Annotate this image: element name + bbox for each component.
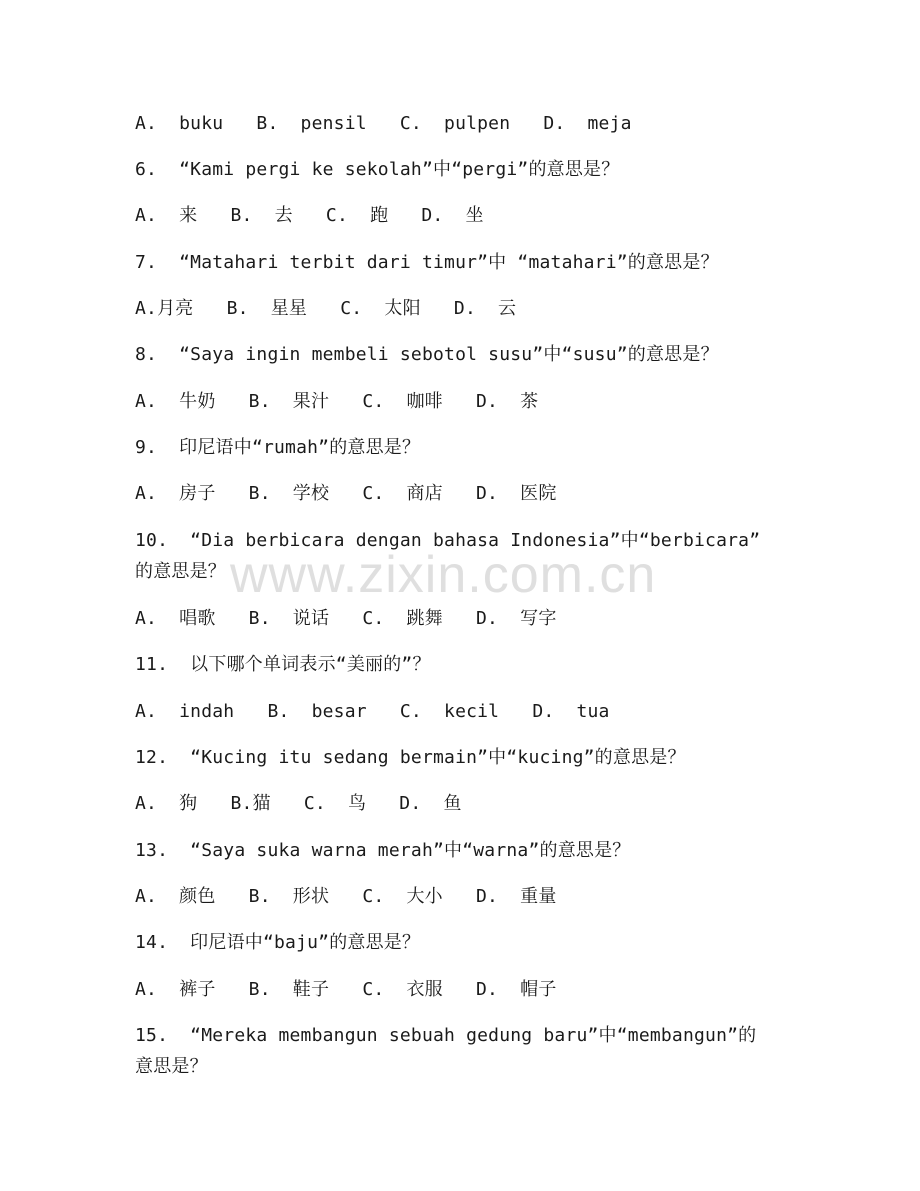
- options-q12: A. 狗 B.猫 C. 鸟 D. 鱼: [135, 793, 462, 814]
- options-q14: A. 裤子 B. 鞋子 C. 衣服 D. 帽子: [135, 979, 557, 1000]
- options-q13: A. 颜色 B. 形状 C. 大小 D. 重量: [135, 886, 557, 907]
- watermark: www.zixin.com.cn: [230, 546, 657, 604]
- question-10: 10. “Dia berbicara dengan bahasa Indonesia”中“berbicara”: [135, 530, 761, 551]
- options-q9: A. 房子 B. 学校 C. 商店 D. 医院: [135, 483, 557, 504]
- question-15: 15. “Mereka membangun sebuah gedung baru”中“membangun”的: [135, 1025, 757, 1046]
- options-q10: A. 唱歌 B. 说话 C. 跳舞 D. 写字: [135, 608, 557, 629]
- question-6: 6. “Kami pergi ke sekolah”中“pergi”的意思是？: [135, 159, 620, 180]
- question-7: 7. “Matahari terbit dari timur”中 “matahari”的意思是？: [135, 252, 719, 273]
- question-11: 11. 以下哪个单词表示“美丽的”？: [135, 654, 431, 675]
- question-8: 8. “Saya ingin membeli sebotol susu”中“susu”的意思是？: [135, 344, 719, 365]
- options-q8: A. 牛奶 B. 果汁 C. 咖啡 D. 茶: [135, 391, 539, 412]
- question-14: 14. 印尼语中“baju”的意思是？: [135, 932, 421, 953]
- question-10-continued: 的意思是？: [135, 561, 226, 582]
- options-q5: A. buku B. pensil C. pulpen D. meja: [135, 113, 632, 134]
- question-15-continued: 意思是？: [135, 1056, 208, 1077]
- options-q7: A.月亮 B. 星星 C. 太阳 D. 云: [135, 298, 517, 319]
- question-13: 13. “Saya suka warna merah”中“warna”的意思是？: [135, 840, 631, 861]
- options-q11: A. indah B. besar C. kecil D. tua: [135, 701, 610, 722]
- question-9: 9. 印尼语中“rumah”的意思是？: [135, 437, 421, 458]
- question-12: 12. “Kucing itu sedang bermain”中“kucing”的意思是？: [135, 747, 686, 768]
- options-q6: A. 来 B. 去 C. 跑 D. 坐: [135, 205, 484, 226]
